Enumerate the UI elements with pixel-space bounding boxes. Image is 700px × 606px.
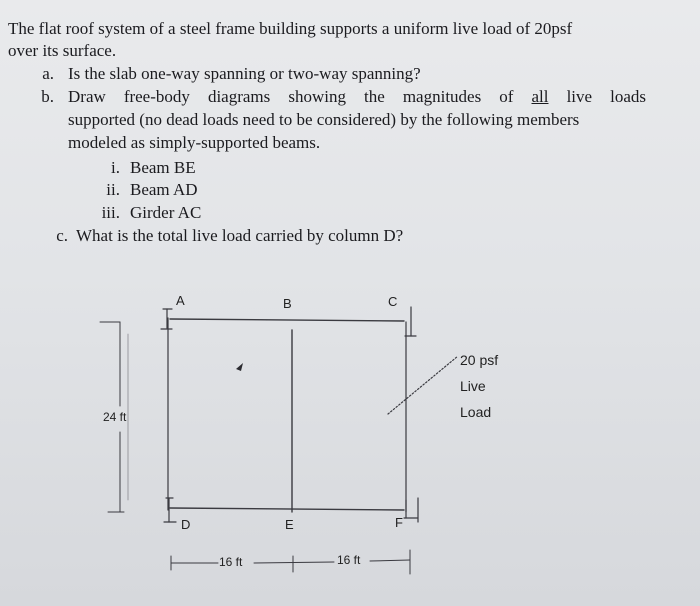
part-c-text: What is the total live load carried by column D? [76,226,404,245]
load-direction-arrow-icon [236,363,243,371]
girder-ac [170,319,404,321]
load-type-label-live: Live [460,378,486,394]
part-a-text: Is the slab one-way spanning or two-way spanning? [68,64,421,83]
subitem-iii-marker: iii. [101,203,120,222]
dim-label-24ft: 24 ft [103,410,127,424]
node-label-f: F [395,515,403,530]
intro-line-2: over its surface. [8,41,117,60]
node-label-c: C [388,294,398,309]
node-label-e: E [285,517,294,532]
subitem-ii-text: Beam AD [130,180,198,199]
subitem-i-marker: i. [111,158,120,177]
node-label-b: B [283,296,292,311]
load-type-label-load: Load [460,404,492,420]
part-b-emphasis-all: all [531,87,549,106]
load-leader-line [388,356,458,414]
part-c-marker: c. [56,226,68,245]
node-label-a: A [176,293,185,308]
part-b-line-1-pre: Draw free-body diagrams showing the magnitudes of [68,87,514,106]
girder-df [170,508,404,510]
part-b-line-2: supported (no dead loads need to be considered) by the following members [68,110,580,129]
load-value-label: 20 psf [460,352,499,368]
dim-span-line-1b [254,562,334,563]
part-a-marker: a. [42,64,54,83]
dim-span-line-2b [370,560,410,561]
subitem-ii-marker: ii. [106,180,120,199]
subitem-i-text: Beam BE [130,158,196,177]
intro-line-1: The flat roof system of a steel frame building supports a uniform live load of 20psf [8,19,573,38]
node-label-d: D [181,517,191,532]
part-b-marker: b. [41,87,54,106]
subitem-iii-text: Girder AC [130,203,202,222]
part-b-line-1-post: live loads [566,87,646,106]
dim-label-span-1: 16 ft [219,555,243,569]
dim-label-span-2: 16 ft [337,553,361,567]
part-b-line-3: modeled as simply-supported beams. [68,133,321,152]
